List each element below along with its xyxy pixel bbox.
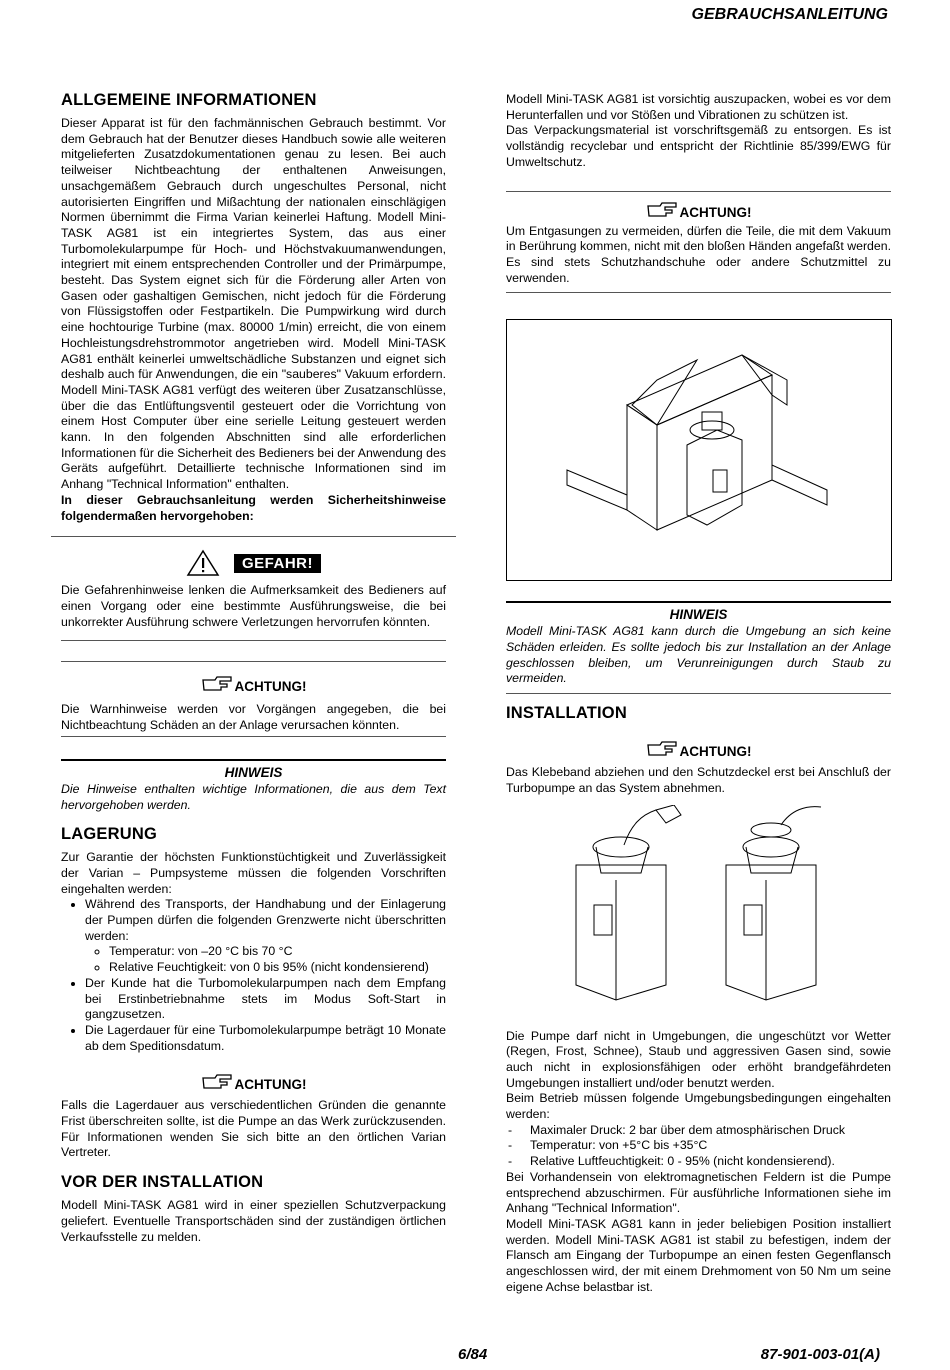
entsorgen-text: Das Verpackungsmaterial ist vorschriftsgemäß zu entsorgen. Es ist vollständig recyclebar und entspricht der Richtlinie 85/399/EWG für Umweltschutz. xyxy=(506,123,891,169)
pointing-hand-icon xyxy=(646,739,678,759)
document-title: GEBRAUCHSANLEITUNG xyxy=(691,6,888,23)
lagerung-list xyxy=(61,897,446,1054)
list-item: • Die Lagerdauer für eine Turbomolekularpumpe beträgt 10 Monate ab dem Speditionsdatum. xyxy=(85,1023,446,1054)
auspacken-text: Modell Mini-TASK AG81 ist vorsichtig auszupacken, wobei es vor dem Herunterfallen und vor Stößen und Vibrationen zu schützen ist. xyxy=(506,92,891,122)
section-heading-lagerung: LAGERUNG xyxy=(61,825,158,844)
document-number: 87-901-003-01(A) xyxy=(760,1346,880,1363)
pointing-hand-icon xyxy=(201,1072,233,1092)
cover-removal-illustration xyxy=(506,805,891,1005)
caution-title xyxy=(61,1072,446,1092)
caution-title xyxy=(61,674,446,694)
caution-label: ACHTUNG! xyxy=(234,1077,307,1093)
pointing-hand-icon xyxy=(201,674,233,694)
caution-label: ACHTUNG! xyxy=(679,744,752,760)
caution-text: Das Klebeband abziehen und den Schutzdeckel erst bei Anschluß der Turbopumpe an das System abnehmen. xyxy=(506,765,891,795)
installation-p2: Beim Betrieb müssen folgende Umgebungsbedingungen eingehalten werden: xyxy=(506,1091,891,1122)
pointing-hand-icon xyxy=(646,200,678,220)
note-title: HINWEIS xyxy=(224,764,283,780)
caution-text: Um Entgasungen zu vermeiden, dürfen die Teile, die mit dem Vakuum in Berührung kommen, nicht mit den bloßen Händen angefaßt werden. Es sind stets Schutzhandschuhe oder andere Schutzmittel zu verwenden. xyxy=(506,223,891,285)
note-title: HINWEIS xyxy=(669,607,728,623)
caution-text: Die Warnhinweise werden vor Vorgängen angegeben, die bei Nichtbeachtung Schäden an der Anlage verursachen könnten. xyxy=(61,702,446,733)
divider xyxy=(61,661,446,662)
danger-title xyxy=(61,549,446,577)
divider xyxy=(506,292,891,293)
list-item: - Maximaler Druck: 2 bar über dem atmosphärischen Druck xyxy=(506,1123,891,1139)
conditions-list xyxy=(506,1123,891,1170)
divider xyxy=(506,601,891,603)
installation-p1: Die Pumpe darf nicht in Umgebungen, die ungeschützt vor Wetter (Regen, Frost, Schnee), Staub und aggressiven Gasen sind, sowie auch nicht in explosionsfähigen oder erhöht brandgefährdeten Umgebungen installiert und/oder benutzt werden. xyxy=(506,1028,891,1090)
list-item: • Während des Transports, der Handhabung und der Einlagerung der Pumpen dürfen die folgenden Grenzwerte nicht überschritten werden: ◦ Temperatur: von –20 °C bis 70 °C ◦ Relative Feuchtigkeit: von 0 bis 95% (nicht kondensierend) xyxy=(85,897,446,976)
allgemeine-body: Dieser Apparat ist für den fachmännischen Gebrauch bestimmt. Vor dem Gebrauch hat der Benutzer dieses Handbuch sowie alle weiteren mitgelieferten Zusatzdokumentationen genau zu lesen. Bei auch teilweiser Nichtbeachtung der enthaltenen Anweisungen, unsachgemäßem Gebrauch durch ungeschultes Personal, nicht autorisierten Eingriffen und Mißachtung der nationalen einschlägigen Normen übernimmt die Firma Varian keinerlei Haftung. Modell Mini-TASK AG81 ist ein integriertes System, das aus einer Turbomolekularpumpe für Hoch- und Höchstvakuumanwendungen, integriert mit einem entsprechenden Controller und der Primärpumpe, besteht. Das System eignet sich für die Förderung aller Arten von Gasen oder gashaltigen Gemischen, nicht jedoch für die Förderung von Flüssigstoffen oder Festpartikeln. Die Pumpwirkung wird durch eine hochtourige Turbine (max. 80000 1/min) erreicht, die von einem Hochleistungsdrehstrommotor angetrieben wird. Modell Mini-TASK AG81 enthält keinerlei umweltschädliche Substanzen und eignet sich deshalb auch für Anwendungen, die ein "sauberes" Vakuum erfordern. Modell Mini-TASK AG81 verfügt des weiteren über Zusatzanschlüsse, über die das Entlüftungsventil gesteuert oder die Vorrichtung von einem Host Computer über eine serielle Leitung gesteuert werden kann. In den folgenden Abschnitten sind alle erforderlichen Informationen für die Sicherheit des Bedieners bei der Anwendung des Geräts aufgeführt. Detaillierte technische Informationen sind im Anhang "Technical Information" enthalten. xyxy=(61,116,446,492)
list-item: • Der Kunde hat die Turbomolekularpumpen nach dem Empfang bei Erstinbetriebnahme stets im Modus Soft-Start in gangzusetzen. xyxy=(85,976,446,1023)
caution-label: ACHTUNG! xyxy=(234,679,307,695)
note-text: Die Hinweise enthalten wichtige Informationen, die aus dem Text hervorgehoben werden. xyxy=(61,781,446,812)
installation-p4: Modell Mini-TASK AG81 kann in jeder beliebigen Position installiert werden. Modell Mini-TASK AG81 ist stabil zu befestigen, indem der Flansch am Eingang der Turbopumpe an einen festen Gegenflansch angeschlossen wird, der mit einem Drehmoment von 50 Nm um seine eigene Achse belastbar ist. xyxy=(506,1216,891,1294)
caution-label: ACHTUNG! xyxy=(679,204,752,220)
note-text: Modell Mini-TASK AG81 kann durch die Umgebung an sich keine Schäden erleiden. Es sollte jedoch bis zur Installation an der Anlage geschlossen bleiben, um Verunreinigungen durch Staub zu vermeiden. xyxy=(506,624,891,686)
left-column xyxy=(61,91,446,1245)
danger-text: Die Gefahrenhinweise lenken die Aufmerksamkeit des Bedieners auf einen Vorgang oder eine bestimmte Ausführungsweise, die bei unkorrekter Ausführung schwere Verletzungen hervorrufen könnten. xyxy=(61,583,446,629)
allgemeine-bold-note: In dieser Gebrauchsanleitung werden Sicherheitshinweise folgendermaßen hervorgehoben: xyxy=(61,492,446,523)
danger-label: GEFAHR! xyxy=(234,554,321,573)
caution-text: Falls die Lagerdauer aus verschiedentlichen Gründen die genannte Frist überschreiten sollte, ist die Pumpe an das Werk zurückzusenden. Für Informationen wenden Sie sich bitte an den örtlichen Varian Vertreter. xyxy=(61,1098,446,1160)
list-item: - Relative Luftfeuchtigkeit: 0 - 95% (nicht kondensierend). xyxy=(506,1154,891,1170)
caution-title xyxy=(506,200,891,220)
divider xyxy=(506,191,891,192)
warning-triangle-icon xyxy=(186,549,220,577)
section-heading-vor-installation: VOR DER INSTALLATION xyxy=(61,1173,264,1192)
vor-installation-text: Modell Mini-TASK AG81 wird in einer speziellen Schutzverpackung geliefert. Eventuelle Transportschäden sind der zuständigen örtlichen Verkaufsstelle zu melden. xyxy=(61,1198,446,1244)
section-heading-installation: INSTALLATION xyxy=(506,704,627,723)
lagerung-intro: Zur Garantie der höchsten Funktionstüchtigkeit und Zuverlässigkeit der Varian – Pumpsysteme müssen die folgenden Vorschriften eingehalten werden: xyxy=(61,850,446,896)
divider xyxy=(61,640,446,641)
list-item: - Temperatur: von +5°C bis +35°C xyxy=(506,1138,891,1154)
list-item: ◦ Relative Feuchtigkeit: von 0 bis 95% (nicht kondensierend) xyxy=(109,960,446,976)
page-number: 6/84 xyxy=(458,1346,488,1363)
divider xyxy=(51,536,456,537)
divider xyxy=(61,736,446,737)
installation-p3: Bei Vorhandensein von elektromagnetischen Feldern ist die Pumpe entsprechend abzuschirmen. Für ausführliche Informationen siehe im Anhang "Technical Information". xyxy=(506,1169,891,1216)
divider xyxy=(506,693,891,694)
divider xyxy=(61,759,446,761)
right-column xyxy=(506,92,891,1296)
pump-in-box-illustration xyxy=(507,320,891,580)
packaging-illustration xyxy=(506,319,892,581)
section-heading-allgemeine: ALLGEMEINE INFORMATIONEN xyxy=(61,91,317,109)
pump-cover-removal-illustration xyxy=(506,805,890,1005)
caution-title xyxy=(506,739,891,759)
list-item: ◦ Temperatur: von –20 °C bis 70 °C xyxy=(109,944,446,960)
